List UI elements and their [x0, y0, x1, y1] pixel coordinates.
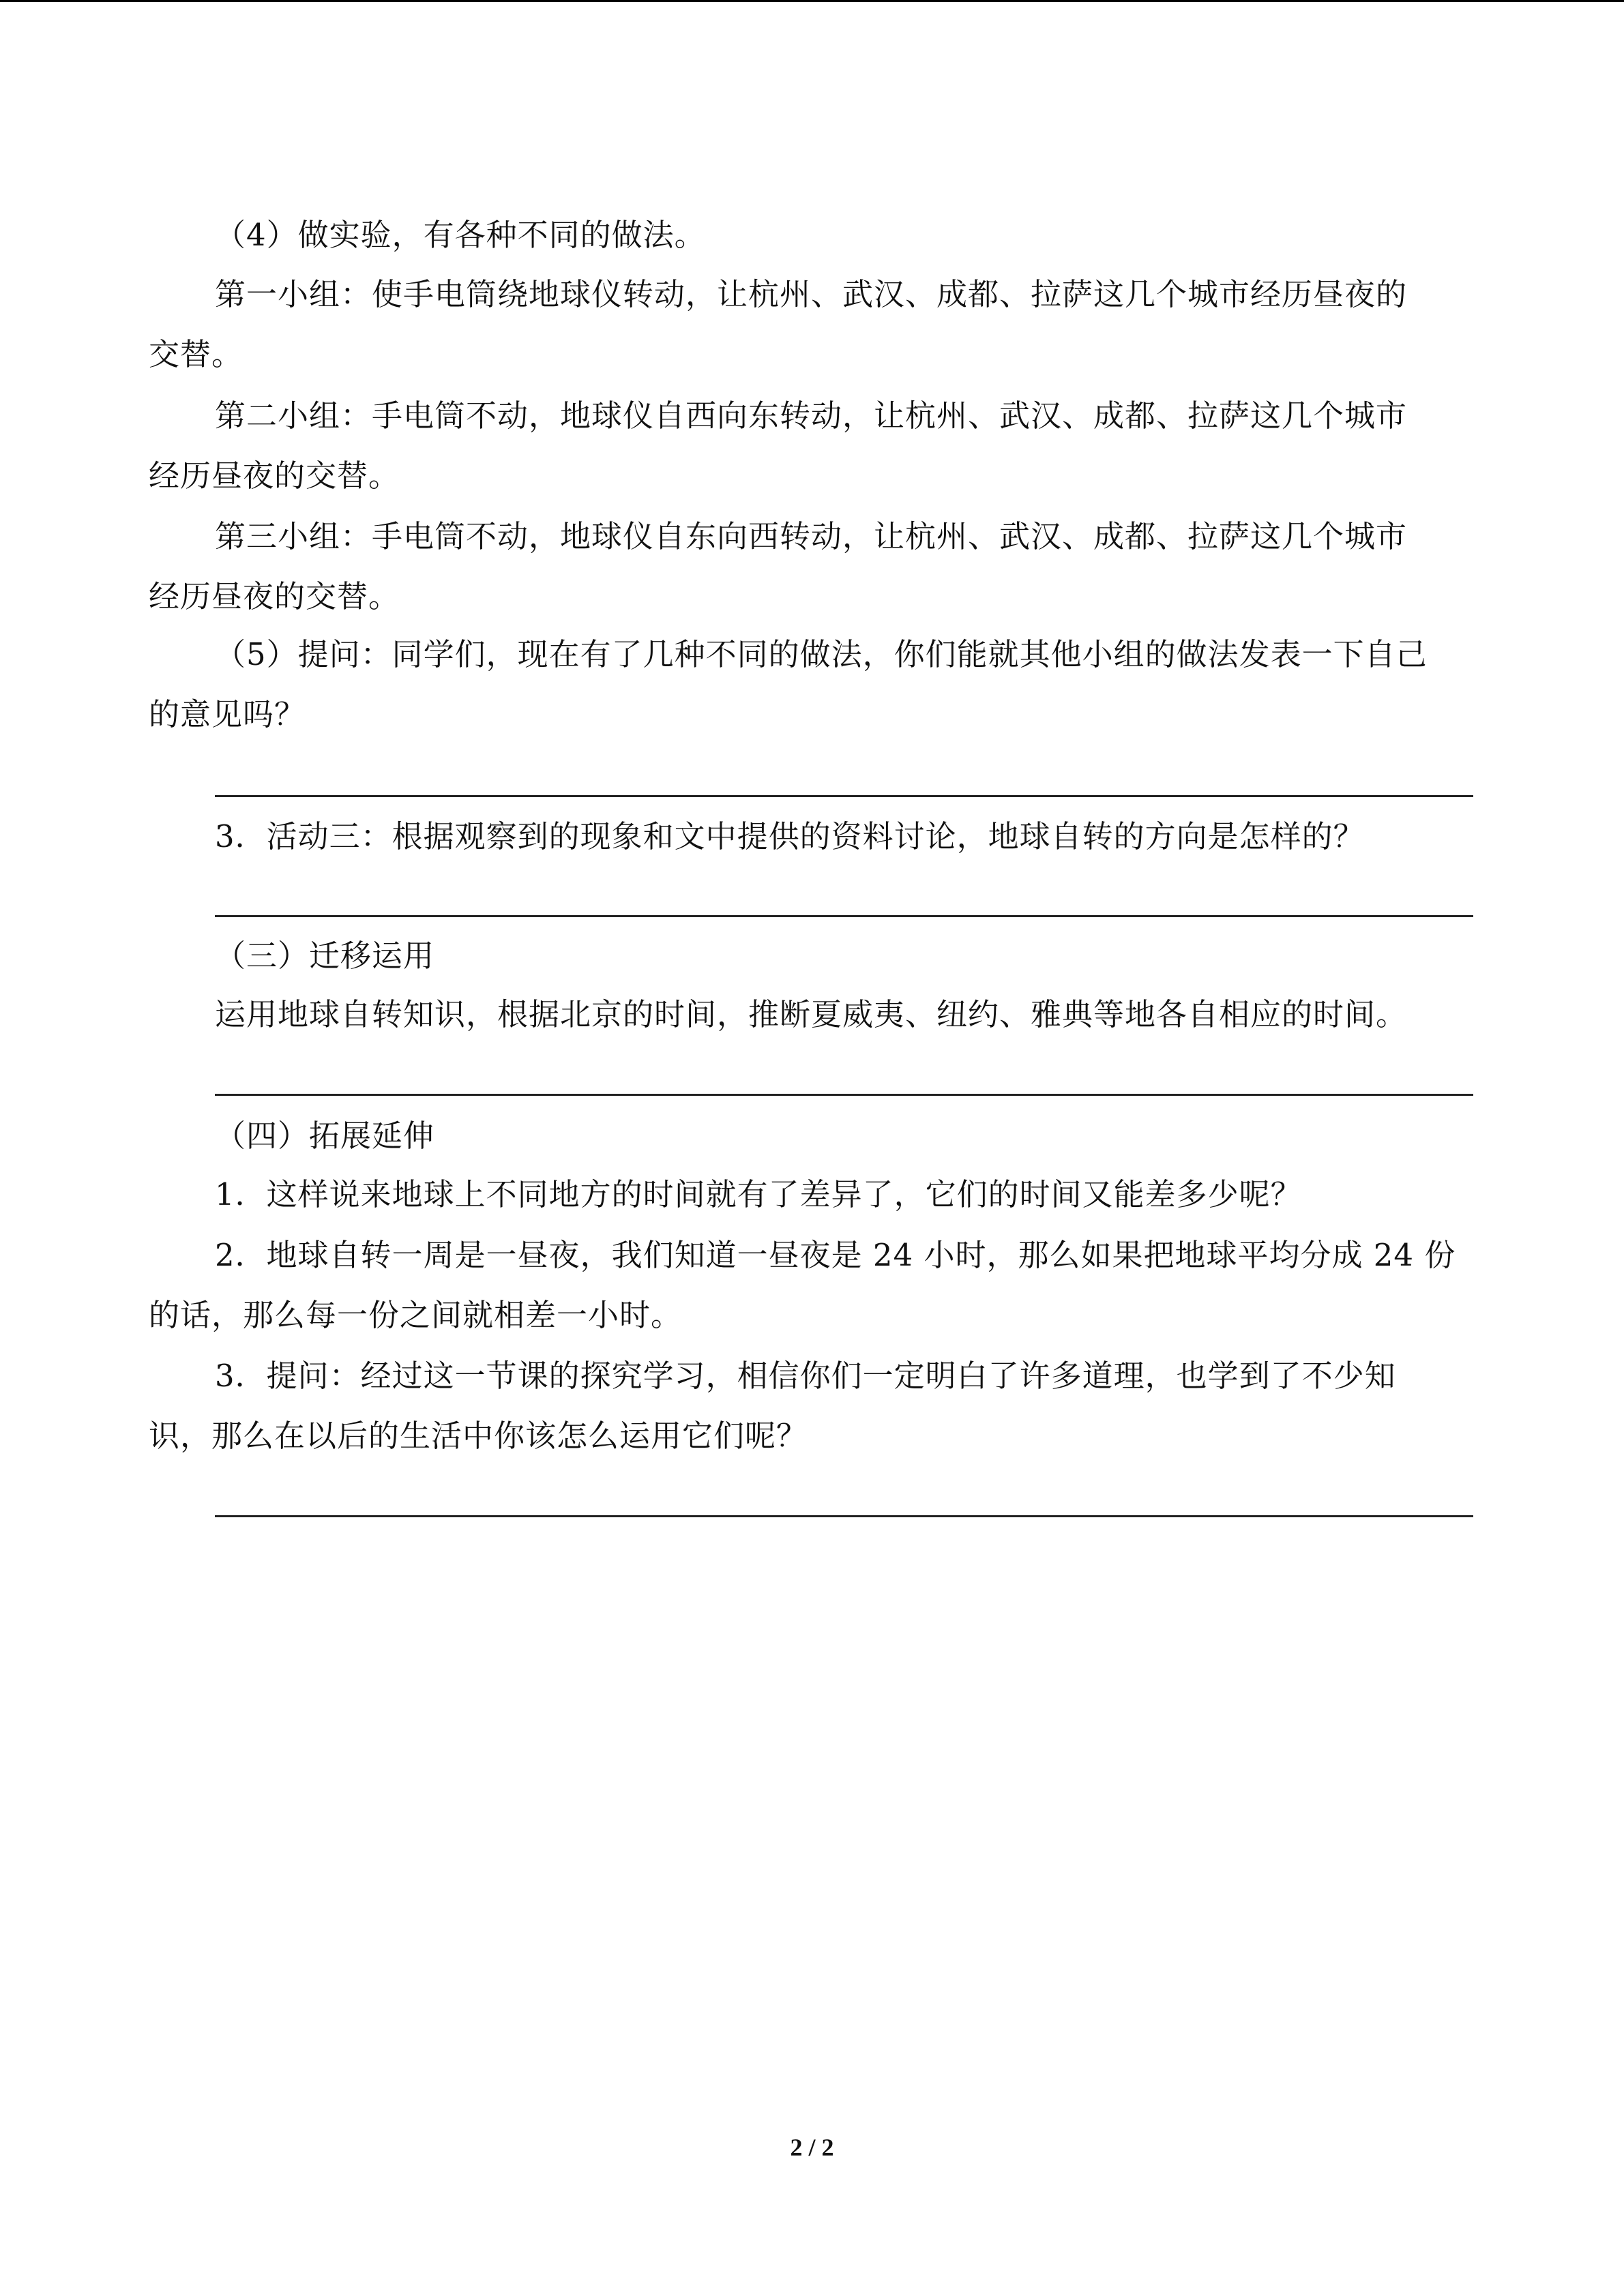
step-5-question-line-2: 的意见吗？: [149, 696, 306, 732]
section-3-text: 运用地球自转知识，根据北京的时间，推断夏威夷、纽约、雅典等地各自相应的时间。: [215, 996, 1408, 1032]
answer-line: [215, 1515, 1473, 1517]
extension-3-text-line-2: 识，那么在以后的生活中你该怎么运用它们呢？: [149, 1418, 808, 1454]
extension-2-text-line-1: 2．地球自转一周是一昼夜，我们知道一昼夜是 24 小时，那么如果把地球平均分成 24 份: [215, 1237, 1456, 1273]
page-number: 2 / 2: [790, 2134, 834, 2161]
section-4-heading: （四）拓展延伸: [215, 1118, 435, 1154]
answer-line: [215, 1094, 1473, 1096]
group-2-text-line-2: 经历昼夜的交替。: [149, 458, 400, 494]
activity-3-question: 3．活动三：根据观察到的现象和文中提供的资料讨论，地球自转的方向是怎样的？: [215, 818, 1365, 854]
answer-line: [215, 795, 1473, 797]
extension-2-text-line-2: 的话，那么每一份之间就相差一小时。: [149, 1297, 683, 1333]
answer-line: [215, 915, 1473, 917]
group-2-text-line-1: 第二小组：手电筒不动，地球仪自西向东转动，让杭州、武汉、成都、拉萨这几个城市: [215, 398, 1408, 434]
section-3-heading: （三）迁移运用: [215, 938, 435, 974]
step-5-question-line-1: （5）提问：同学们，现在有了几种不同的做法，你们能就其他小组的做法发表一下自己: [215, 636, 1428, 672]
group-1-text-line-2: 交替。: [149, 336, 243, 372]
step-4-heading: （4）做实验，有各种不同的做法。: [215, 217, 706, 253]
group-1-text-line-1: 第一小组：使手电筒绕地球仪转动，让杭州、武汉、成都、拉萨这几个城市经历昼夜的: [215, 276, 1408, 312]
extension-3-text-line-1: 3．提问：经过这一节课的探究学习，相信你们一定明白了许多道理，也学到了不少知: [215, 1358, 1396, 1394]
top-border: [0, 0, 1624, 2]
group-3-text-line-2: 经历昼夜的交替。: [149, 578, 400, 614]
extension-1-text: 1．这样说来地球上不同地方的时间就有了差异了，它们的时间又能差多少呢？: [215, 1176, 1302, 1212]
group-3-text-line-1: 第三小组：手电筒不动，地球仪自东向西转动，让杭州、武汉、成都、拉萨这几个城市: [215, 518, 1408, 554]
